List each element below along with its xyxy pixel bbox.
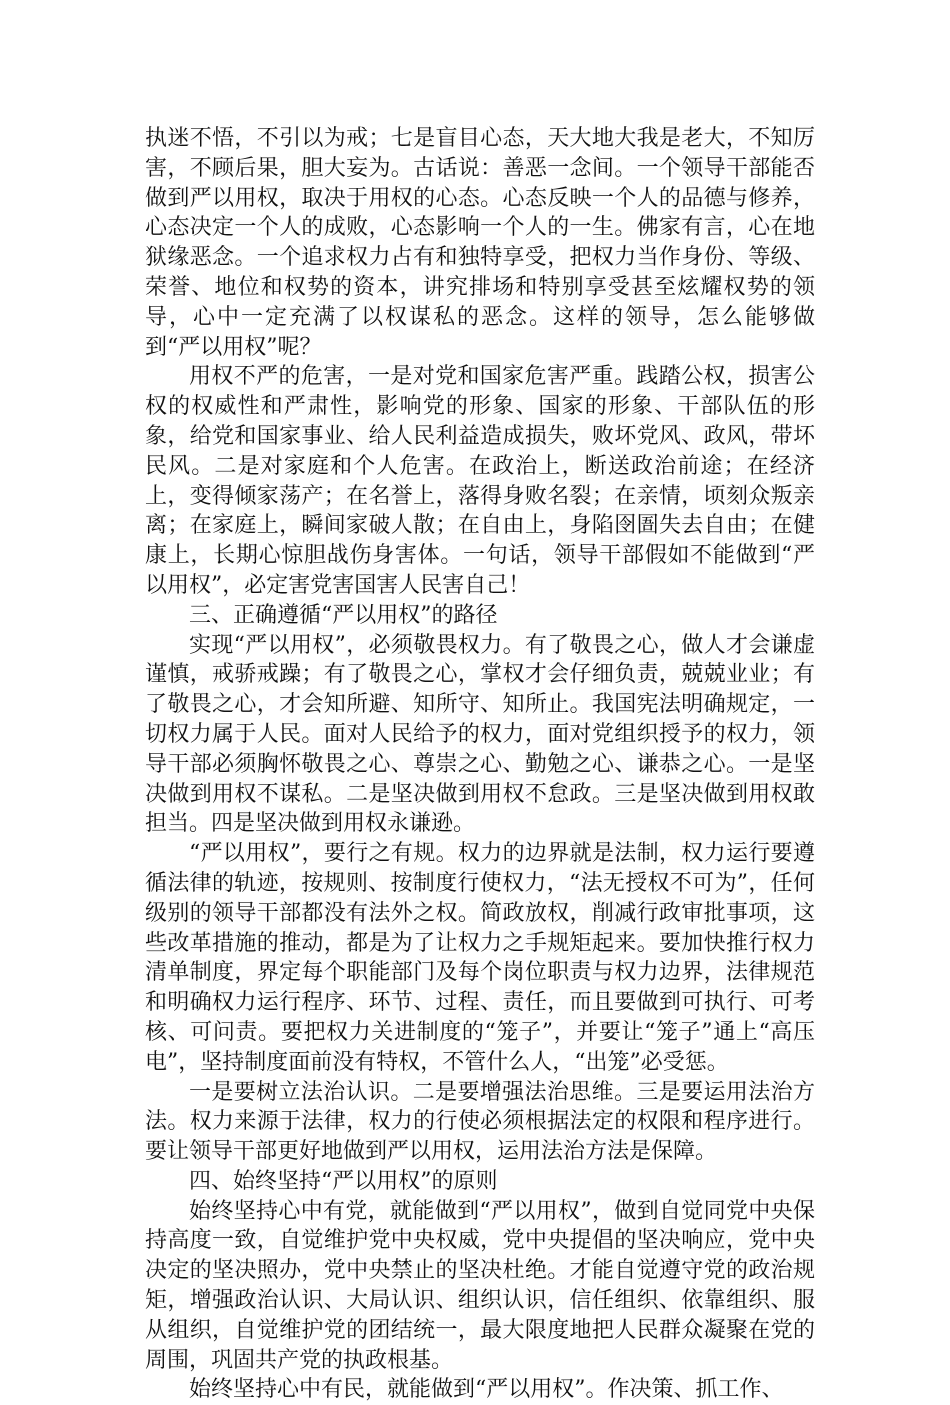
paragraph-rule-of-law: 一是要树立法治认识。二是要增强法治思维。三是要运用法治方法。权力来源于法律，权力的行使必须根据法定的权限和程序进行。要让领导干部更好地做到严以用权，运用法治方法是保障。 <box>145 1079 815 1165</box>
paragraph-rules: “严以用权”，要行之有规。权力的边界就是法制，权力运行要遵循法律的轨迹，按规则、按制度行使权力，“法无授权不可为”，任何级别的领导干部都没有法外之权。简政放权，削减行政审批事项，这些改革措施的推动，都是为了让权力之手规矩起来。要加快推行权力清单制度，界定每个职能部门及每个岗位职责与权力边界，法律规范和明确权力运行程序、环节、过程、责任，而且要做到可执行、可考核、可问责。要把权力关进制度的“笼子”，并要让“笼子”通上“高压电”，坚持制度面前没有特权，不管什么人，“出笼”必受惩。 <box>145 841 815 1075</box>
paragraph-continued: 执迷不悟，不引以为戒；七是盲目心态，天大地大我是老大，不知厉害，不顾后果，胆大妄为。古话说：善恶一念间。一个领导干部能否做到严以用权，取决于用权的心态。心态反映一个人的品德与修养，心态决定一个人的成败，心态影响一个人的一生。佛家有言，心在地狱缘恶念。一个追求权力占有和独特享受，把权力当作身份、等级、荣誉、地位和权势的资本，讲究排场和特别享受甚至炫耀权势的领导，心中一定充满了以权谋私的恶念。这样的领导，怎么能够做到“严以用权”呢？ <box>145 126 815 360</box>
section-heading-4: 四、始终坚持“严以用权”的原则 <box>189 1168 498 1194</box>
paragraph-people: 始终坚持心中有民，就能做到“严以用权”。作决策、抓工作、 <box>189 1377 784 1403</box>
paragraph-party: 始终坚持心中有党，就能做到“严以用权”，做到自觉同党中央保持高度一致，自觉维护党中央权威，党中央提倡的坚决响应，党中央决定的坚决照办，党中央禁止的坚决杜绝。才能自觉遵守党的政治规矩，增强政治认识、大局认识、组织认识，信任组织、依靠组织、服从组织，自觉维护党的团结统一，最大限度地把人民群众凝聚在党的周围，巩固共产党的执政根基。 <box>145 1198 815 1373</box>
section-heading-3: 三、正确遵循“严以用权”的路径 <box>189 602 498 628</box>
paragraph-awe: 实现“严以用权”，必须敬畏权力。有了敬畏之心，做人才会谦虚谨慎，戒骄戒躁；有了敬畏之心，掌权才会仔细负责，兢兢业业；有了敬畏之心，才会知所避、知所守、知所止。我国宪法明确规定，一切权力属于人民。面对人民给予的权力，面对党组织授予的权力，领导干部必须胸怀敬畏之心、尊崇之心、勤勉之心、谦恭之心。一是坚决做到用权不谋私。二是坚决做到用权不怠政。三是坚决做到用权敢担当。四是坚决做到用权永谦逊。 <box>145 632 815 837</box>
paragraph-harms: 用权不严的危害，一是对党和国家危害严重。践踏公权，损害公权的权威性和严肃性，影响党的形象、国家的形象、干部队伍的形象，给党和国家事业、给人民利益造成损失，败坏党风、政风，带坏民风。二是对家庭和个人危害。在政治上，断送政治前途；在经济上，变得倾家荡产；在名誉上，落得身败名裂；在亲情，顷刻众叛亲离；在家庭上，瞬间家破人散；在自由上，身陷囹圄失去自由；在健康上，长期心惊胆战伤身害体。一句话，领导干部假如不能做到“严以用权”，必定害党害国害人民害自己！ <box>145 364 815 598</box>
document-page <box>145 124 815 1405</box>
